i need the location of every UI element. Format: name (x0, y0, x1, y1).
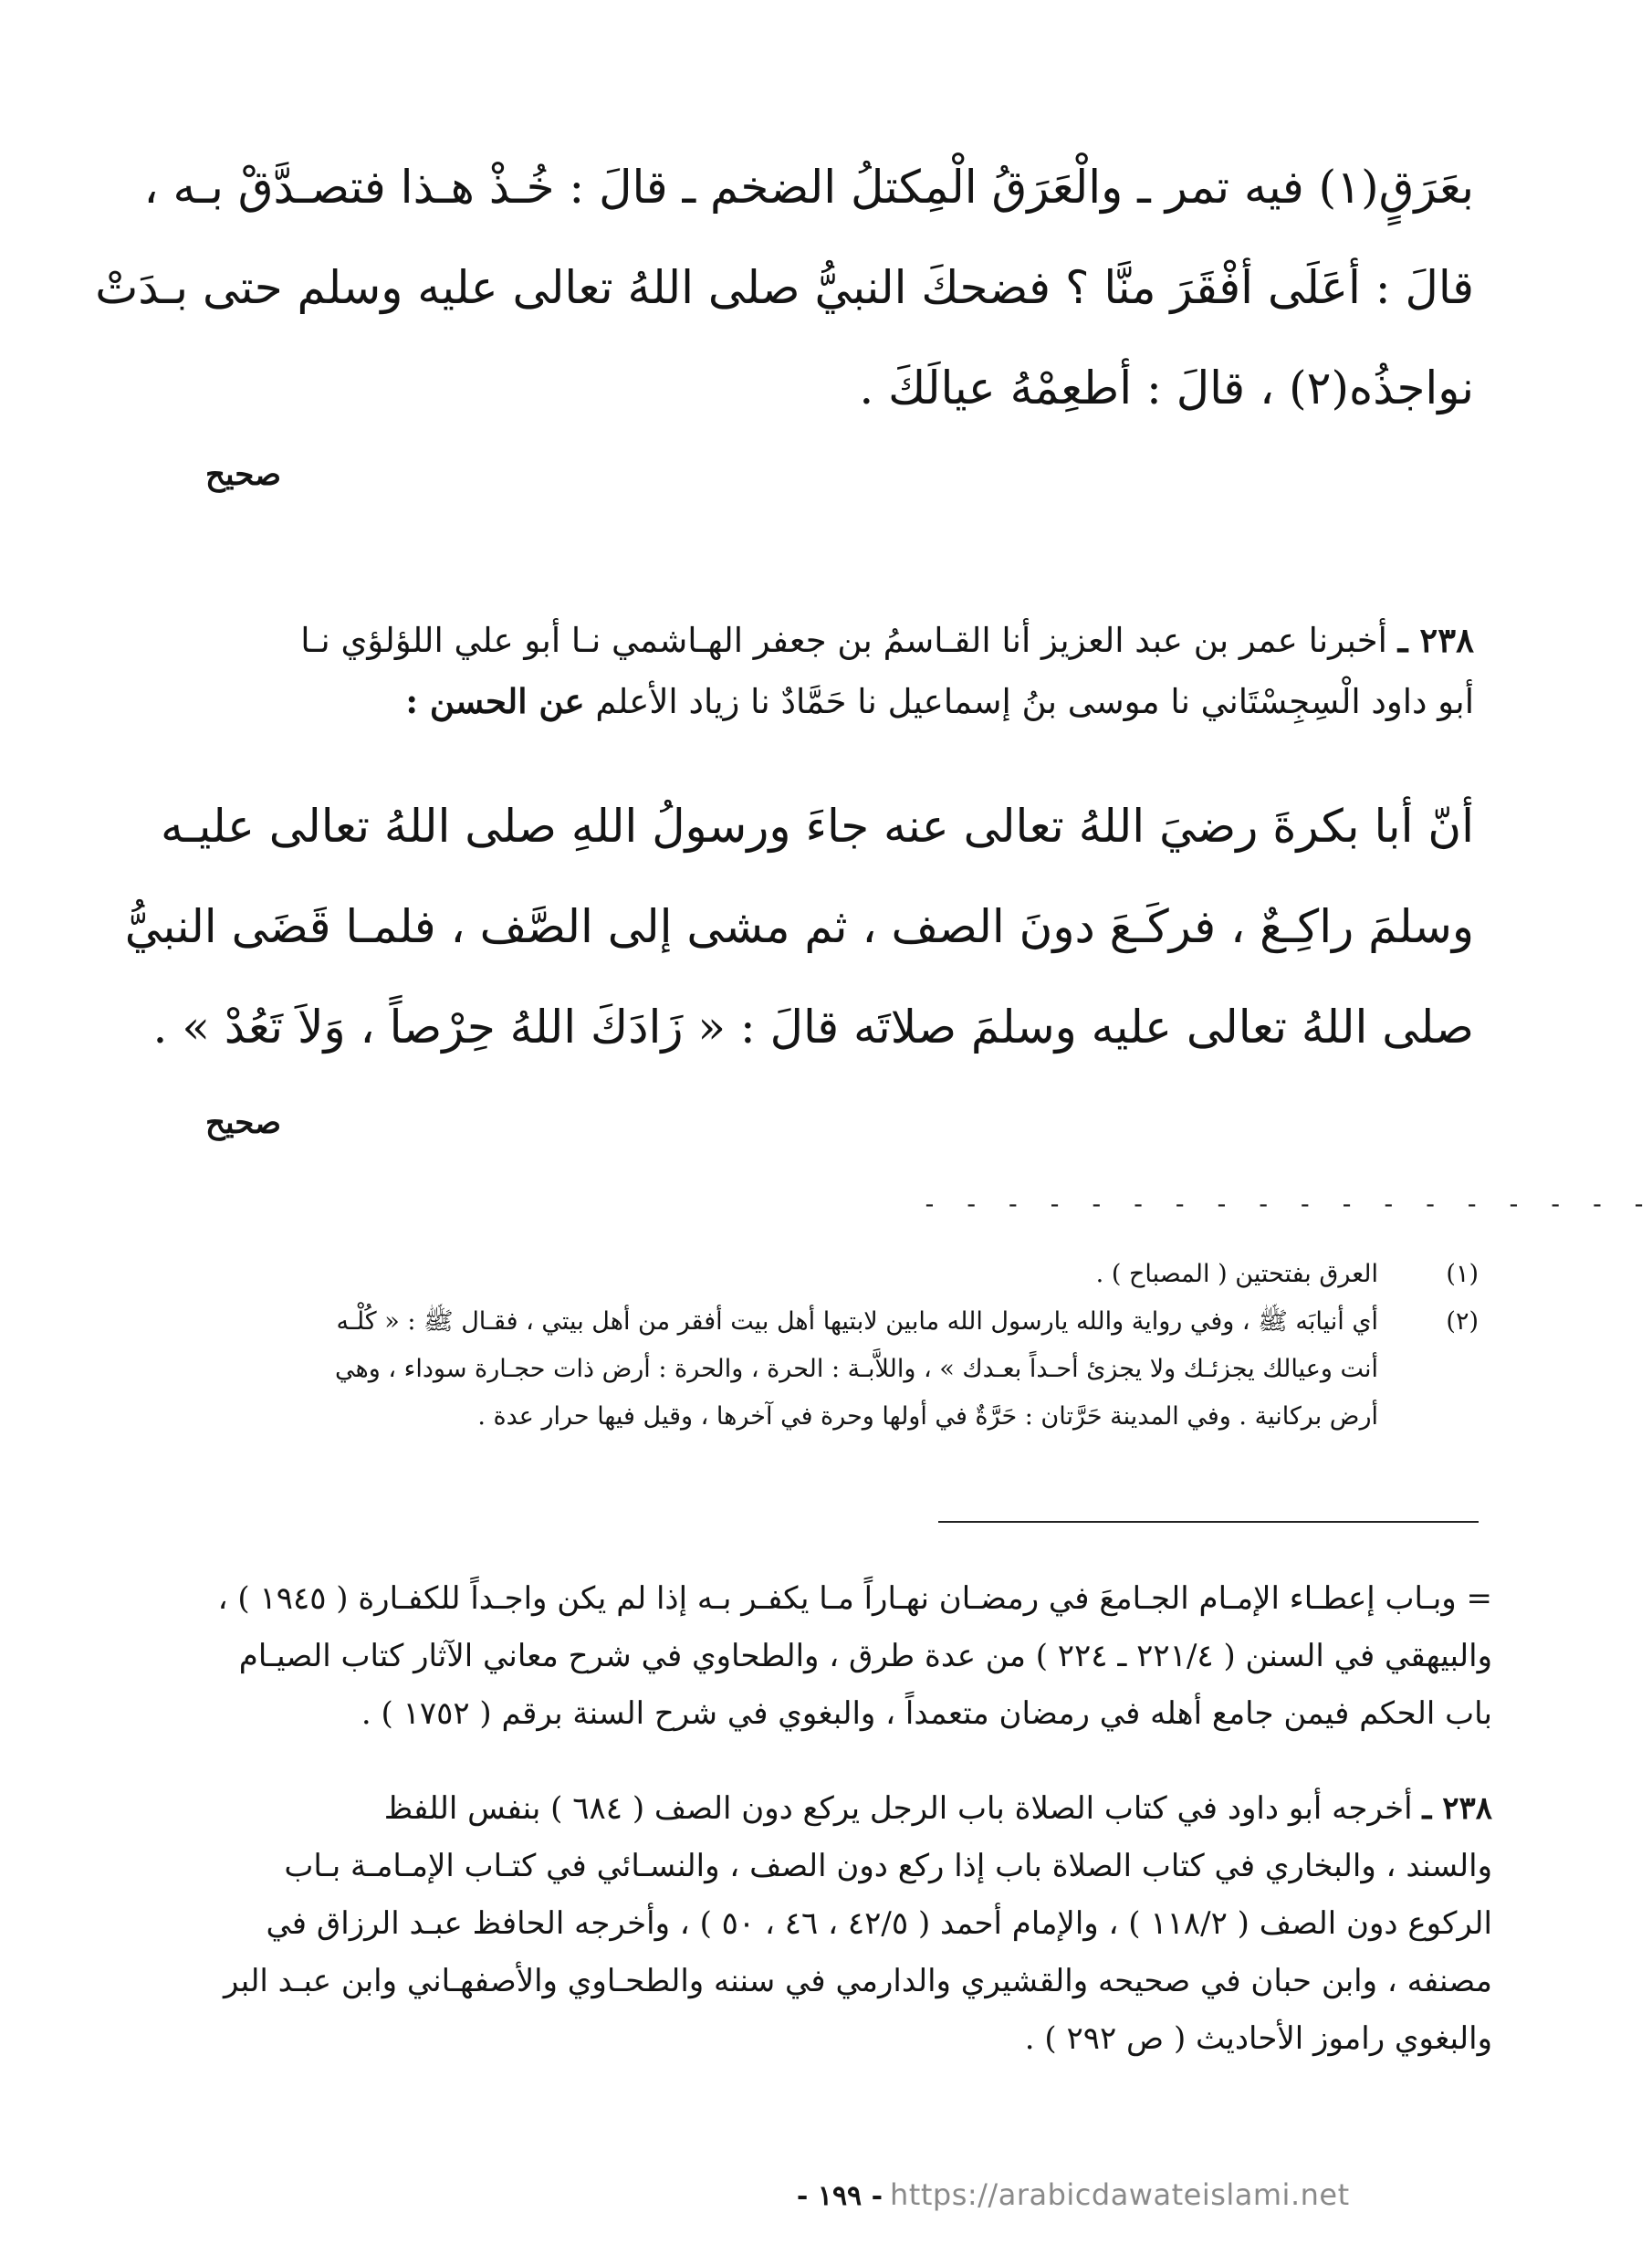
hadith-237-line-3: نواجذُه(٢) ، قالَ : أطعِمْهُ عيالَكَ . (859, 362, 1474, 414)
takhrij-cont-line-1: = وبـاب إعطـاء الإمـام الجـامعَ في رمضـان نهـاراً مـا يكفـر بـه إذا لم يكن واجـداً للكفـارة ( ١٩٤٥ ) ، (217, 1580, 1492, 1617)
takhrij-cont-line-2: والبيهقي في السنن ( ٢٢١/٤ ـ ٢٢٤ ) من عدة طرق ، والطحاوي في شرح معاني الآثار كتاب الصيـام (238, 1638, 1492, 1674)
takhrij-238-line-4: مصنفه ، وابن حبان في صحيحه والقشيري والدارمي في سننه والطحـاوي والأصفهـاني وابن عبـد البر (224, 1963, 1492, 1999)
hadith-238-matn (124, 776, 1474, 1077)
takhrij-238-line-5: والبغوي راموز الأحاديث ( ص ٢٩٢ ) . (1024, 2020, 1492, 2057)
isnad-line-1-text: أخبرنا عمر بن عبد العزيز أنا القـاسمُ بن جعفر الهـاشمي نـا أبو علي اللؤلؤي نـا (300, 621, 1387, 660)
footnotes (196, 1251, 1479, 1441)
takhrij-section (196, 1570, 1492, 1743)
footnote-2-line-2: أنت وعيالك يجزئـك ولا يجزئ أحـداً بعـدك » ، واللاَّبـة : الحرة ، والحرة : أرض ذات حجـارة سوداء ، وهي (335, 1355, 1378, 1383)
takhrij-238-number: ٢٣٨ ـ (1422, 1790, 1492, 1827)
takhrij-238-line-1 (196, 1780, 1492, 1838)
matn-line-2: وسلمَ راكِـعٌ ، فركَـعَ دونَ الصف ، ثم مشى إلى الصَّف ، فلمـا قَضَى النبيُّ (124, 900, 1474, 953)
isnad-line-2-bold: عن الحسن : (405, 681, 585, 721)
isnad-line-2 (196, 671, 1474, 732)
hadith-237-line-1: بعَرَقٍ(١) فيه تمر ـ والْعَرَقُ الْمِكتلُ الضخم ـ قالَ : خُـذْ هـذا فتصـدَّقْ بـه ، (143, 161, 1474, 214)
matn-line-1: أنّ أبا بكرةَ رضيَ اللهُ تعالى عنه جاءَ ورسولُ اللهِ صلى اللهُ تعالى عليـه (160, 800, 1474, 853)
footnote-1-line-1: العرق بفتحتين ( المصباح ) . (1095, 1260, 1378, 1288)
takhrij-238-line-2: والسند ، والبخاري في كتاب الصلاة باب إذا ركع دون الصف ، والنسـائي في كتـاب الإمـامـة بـاب (284, 1848, 1492, 1884)
footnote-1 (196, 1251, 1479, 1298)
footnote-2-number: (٢) (1446, 1307, 1479, 1336)
takhrij-238-line-1-text: أخرجه أبو داود في كتاب الصلاة باب الرجل يركع دون الصف ( ٦٨٤ ) بنفس اللفظ (383, 1790, 1413, 1827)
footnote-2 (196, 1298, 1479, 1441)
footnote-2-line-1: أي أنيابَه ﷺ ، وفي رواية والله يارسول الله مابين لابتيها أهل بيت أفقر من أهل بيتي ، فقـال ﷺ : « كُلْـه (336, 1307, 1378, 1336)
isnad-line-2-text: أبو داود الْسِجِسْتَاني نا موسى بنُ إسماعيل نا حَمَّادٌ نا زياد الأعلم (595, 682, 1474, 721)
hadith-238-grade: صحيح (205, 1105, 282, 1141)
hadith-237-grade: صحيح (205, 456, 282, 493)
hadith-237-line-2: قالَ : أعَلَى أفْقَرَ منَّا ؟ فضحكَ النبيُّ صلى اللهُ تعالى عليه وسلم حتى بـدَتْ (95, 261, 1474, 314)
footnote-rule (938, 1521, 1479, 1523)
dashed-separator: - - - - - - - - - - - - - - - - - - (922, 1189, 1652, 1219)
page-number: - ١٩٩ - (796, 2180, 884, 2212)
hadith-238-number: ٢٣٨ ـ (1397, 620, 1474, 660)
isnad-line-1 (196, 610, 1474, 671)
hadith-237-text (95, 137, 1474, 438)
takhrij-238-line-3: الركوع دون الصف ( ١١٨/٢ ) ، والإمام أحمد ( ٤٢/٥ ، ٤٦ ، ٥٠ ) ، وأخرجه الحافظ عبـد الرزاق في (266, 1905, 1492, 1942)
footnote-1-number: (١) (1446, 1260, 1479, 1288)
footnote-2-line-3: أرض بركانية . وفي المدينة حَرَّتان : حَرَّةٌ في أولها وحرة في آخرها ، وقيل فيها حرار عدة . (477, 1402, 1378, 1431)
watermark-url: https://arabicdawateislami.net (890, 2177, 1350, 2212)
matn-line-3: صلى اللهُ تعالى عليه وسلمَ صلاتَه قالَ : « زَادَكَ اللهُ حِرْصاً ، وَلاَ تَعُدْ » . (152, 1001, 1474, 1054)
hadith-238-isnad (196, 610, 1474, 732)
takhrij-238 (196, 1780, 1492, 2068)
takhrij-cont-line-3: باب الحكم فيمن جامع أهله في رمضان متعمداً ، والبغوي في شرح السنة برقم ( ١٧٥٢ ) . (361, 1695, 1492, 1732)
